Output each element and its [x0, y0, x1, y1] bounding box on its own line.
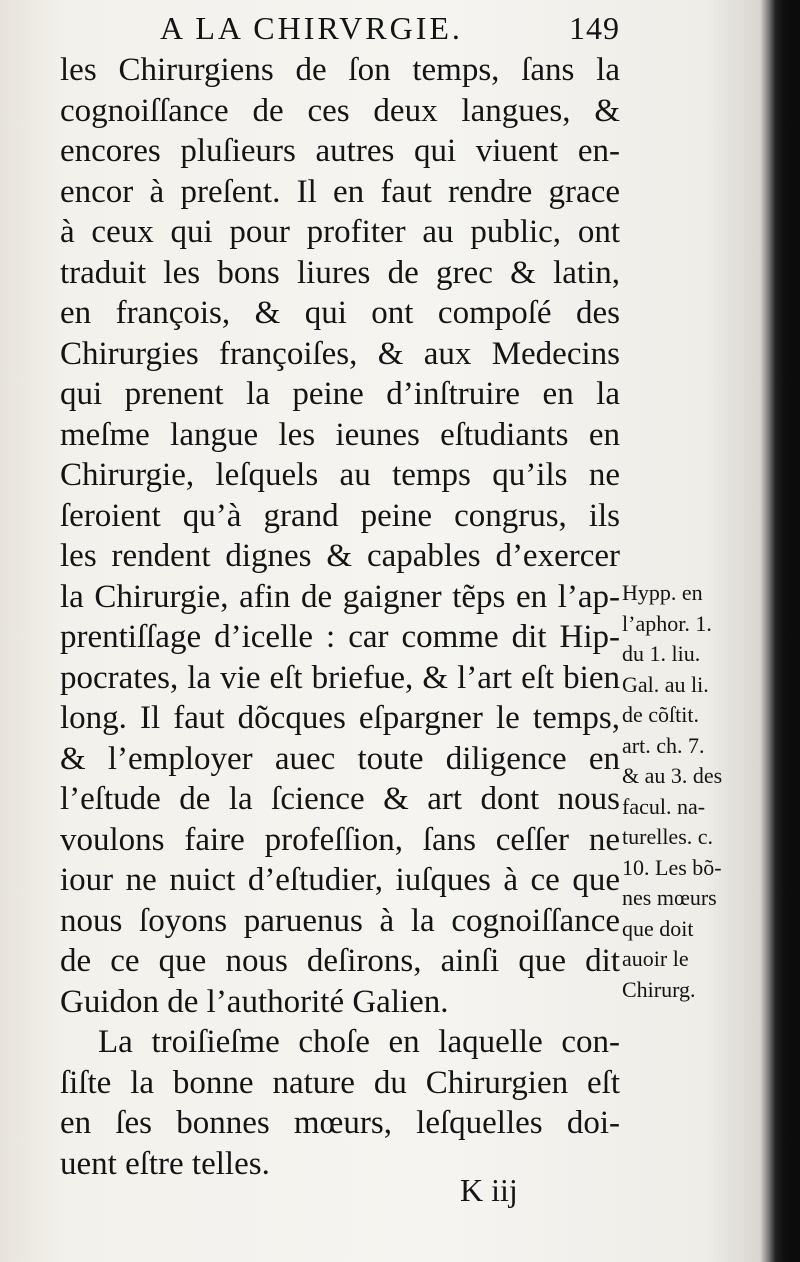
margin-note: [622, 578, 762, 1005]
running-title: A LA CHIRVRGIE.: [160, 10, 463, 46]
text-line: nous ſoyons paruenus à la cognoiſſance: [60, 902, 620, 939]
margin-note-line: Chirurg.: [622, 976, 696, 1002]
margin-note-line: l’aphor. 1.: [622, 610, 712, 636]
margin-note-line: auoir le: [622, 946, 689, 971]
text-line: à ceux qui pour profiter au public, ont: [60, 214, 620, 250]
text-line: Guidon de l’authorité Galien.: [60, 983, 449, 1020]
text-line: prentiſſage d’icelle : car comme dit Hip-: [60, 619, 620, 655]
margin-note-line: Gal. au li.: [622, 671, 709, 697]
margin-note-line: de cõſtit.: [622, 702, 699, 727]
text-line: Chirurgies françoiſes, & aux Medecins: [60, 335, 620, 372]
text-line: meſme langue les ieunes eſtudiants en: [60, 416, 620, 453]
signature-mark: K iij: [460, 1172, 518, 1208]
text-line: les rendent dignes & capables d’exercer: [60, 538, 620, 574]
text-line: la Chirurgie, afin de gaigner tẽps en l’ap-: [60, 578, 620, 615]
text-line: traduit les bons liures de grec & latin,: [60, 254, 620, 291]
text-line: ſeroient qu’à grand peine congrus, ils: [60, 497, 620, 534]
text-line: long. Il faut dõcques eſpargner le temps,: [60, 700, 620, 736]
page-number: 149: [569, 10, 620, 46]
text-line: Chirurgie, leſquels au temps qu’ils ne: [60, 457, 620, 493]
text-line: en françois, & qui ont compoſé des: [60, 295, 620, 331]
margin-note-line: art. ch. 7.: [622, 732, 705, 758]
text-line: encores pluſieurs autres qui viuent en-: [60, 133, 620, 169]
text-line: de ce que nous deſirons, ainſi que dit: [60, 943, 620, 979]
text-line: & l’employer auec toute diligence en: [60, 740, 620, 777]
paragraph-line: La troiſieſme choſe en laquelle con-: [98, 1024, 620, 1060]
paragraph-line: uent eſtre telles.: [60, 1145, 270, 1182]
text-line: cognoiſſance de ces deux langues, &: [60, 92, 620, 129]
margin-note-line: facul. na-: [622, 793, 706, 819]
margin-note-line: turelles. c.: [622, 824, 714, 849]
margin-note-line: que doit: [622, 915, 694, 941]
running-head: [160, 8, 620, 48]
text-line: voulons faire profeſſion, ſans ceſſer ne: [60, 821, 620, 858]
margin-note-line: du 1. liu.: [622, 641, 701, 666]
text-line: l’eſtude de la ſcience & art dont nous: [60, 781, 620, 817]
paragraph-line: ſiſte la bonne nature du Chirurgien eſt: [60, 1064, 620, 1101]
text-line: les Chirurgiens de ſon temps, ſans la: [60, 52, 620, 88]
margin-note-line: nes mœurs: [622, 885, 717, 910]
margin-note-line: 10. Les bõ-: [622, 854, 722, 880]
main-text-block: [60, 50, 620, 1184]
paragraph-line: en ſes bonnes mœurs, leſquelles doi-: [60, 1105, 620, 1141]
text-line: pocrates, la vie eſt briefue, & l’art eſt bien: [60, 659, 620, 696]
margin-note-line: & au 3. des: [622, 763, 723, 788]
page-edge-shadow: [770, 0, 800, 1262]
text-line: encor à preſent. Il en faut rendre grace: [60, 173, 620, 210]
text-line: qui prenent la peine d’inſtruire en la: [60, 376, 620, 412]
margin-note-line: Hypp. en: [622, 580, 703, 605]
text-line: iour ne nuict d’eſtudier, iuſques à ce que: [60, 862, 620, 898]
